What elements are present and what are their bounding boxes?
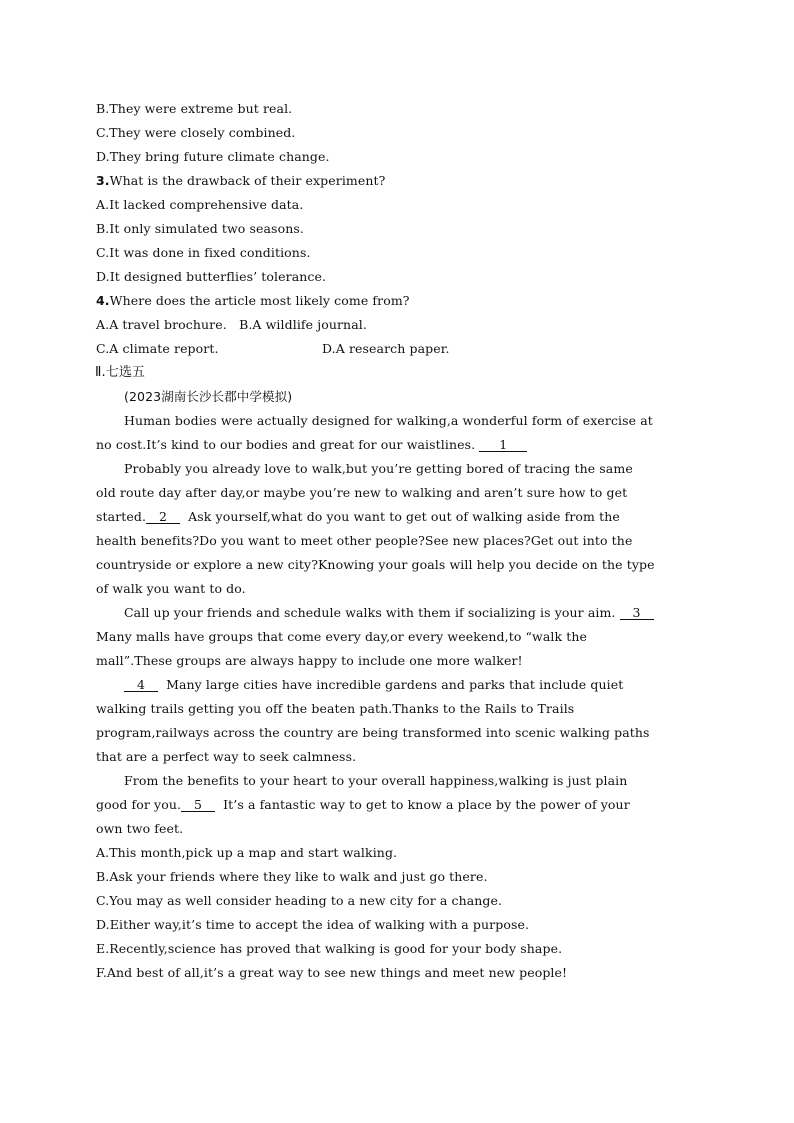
q2-option-c: C.They were closely combined. <box>96 125 296 140</box>
q3-option-c: C.It was done in fixed conditions. <box>96 245 311 260</box>
section-source: (2023湖南长沙长郡中学模拟) <box>124 389 293 404</box>
passage-line: 4 Many large cities have incredible gardens and parks that include quiet <box>124 677 734 693</box>
q3-option-d: D.It designed butterflies’ tolerance. <box>96 269 327 284</box>
passage-line: Call up your friends and schedule walks with them if socializing is your aim. 3 <box>124 605 734 621</box>
q4-options-row-1 <box>96 317 706 333</box>
question-text: Where does the article most likely come from? <box>109 293 410 308</box>
q2-option-d: D.They bring future climate change. <box>96 149 330 164</box>
option-a: A.This month,pick up a map and start walking. <box>96 845 398 860</box>
blank-5: 5 <box>181 798 215 812</box>
section-heading: Ⅱ.七选五 <box>95 365 146 380</box>
question-number: 3. <box>96 173 110 188</box>
passage-line: no cost.It’s kind to our bodies and great for our waistlines. 1 <box>96 437 706 453</box>
passage-line: own two feet. <box>96 821 184 836</box>
passage-line: From the benefits to your heart to your overall happiness,walking is just plain <box>124 773 628 788</box>
q3-option-b: B.It only simulated two seasons. <box>96 221 304 236</box>
question-3 <box>96 173 706 189</box>
q2-option-b: B.They were extreme but real. <box>96 101 293 116</box>
q3-option-a: A.It lacked comprehensive data. <box>96 197 304 212</box>
blank-4: 4 <box>124 678 158 692</box>
passage-line: Human bodies were actually designed for walking,a wonderful form of exercise at <box>124 413 653 428</box>
option-f: F.And best of all,it’s a great way to see new things and meet new people! <box>96 965 568 980</box>
question-4 <box>96 293 706 309</box>
q4-option-b: B.A wildlife journal. <box>239 317 367 332</box>
passage-line: health benefits?Do you want to meet other people?See new places?Get out into the <box>96 533 633 548</box>
question-number: 4. <box>96 293 110 308</box>
blank-1: 1 <box>479 438 527 452</box>
blank-2: 2 <box>146 510 180 524</box>
passage-line: walking trails getting you off the beaten path.Thanks to the Rails to Trails <box>96 701 575 716</box>
option-b: B.Ask your friends where they like to walk and just go there. <box>96 869 488 884</box>
q4-option-d: D.A research paper. <box>322 341 450 356</box>
q4-option-c: C.A climate report. <box>96 341 219 356</box>
passage-line: of walk you want to do. <box>96 581 246 596</box>
passage-line: mall”.These groups are always happy to include one more walker! <box>96 653 523 668</box>
option-e: E.Recently,science has proved that walking is good for your body shape. <box>96 941 563 956</box>
passage-line: that are a perfect way to seek calmness. <box>96 749 357 764</box>
q4-options-row-2 <box>96 341 706 357</box>
option-c: C.You may as well consider heading to a new city for a change. <box>96 893 503 908</box>
passage-line: program,railways across the country are being transformed into scenic walking paths <box>96 725 650 740</box>
passage-line: countryside or explore a new city?Knowing your goals will help you decide on the type <box>96 557 655 572</box>
option-d: D.Either way,it’s time to accept the idea of walking with a purpose. <box>96 917 530 932</box>
question-text: What is the drawback of their experiment? <box>109 173 386 188</box>
passage-line: old route day after day,or maybe you’re new to walking and aren’t sure how to get <box>96 485 628 500</box>
passage-line: Probably you already love to walk,but you’re getting bored of tracing the same <box>124 461 633 476</box>
q4-option-a: A.A travel brochure. <box>96 317 227 332</box>
blank-3: 3 <box>620 606 654 620</box>
passage-line: started. 2 Ask yourself,what do you want to get out of walking aside from the <box>96 509 620 524</box>
passage-line: good for you. 5 It’s a fantastic way to get to know a place by the power of your <box>96 797 630 812</box>
passage-line: Many malls have groups that come every day,or every weekend,to “walk the <box>96 629 587 644</box>
